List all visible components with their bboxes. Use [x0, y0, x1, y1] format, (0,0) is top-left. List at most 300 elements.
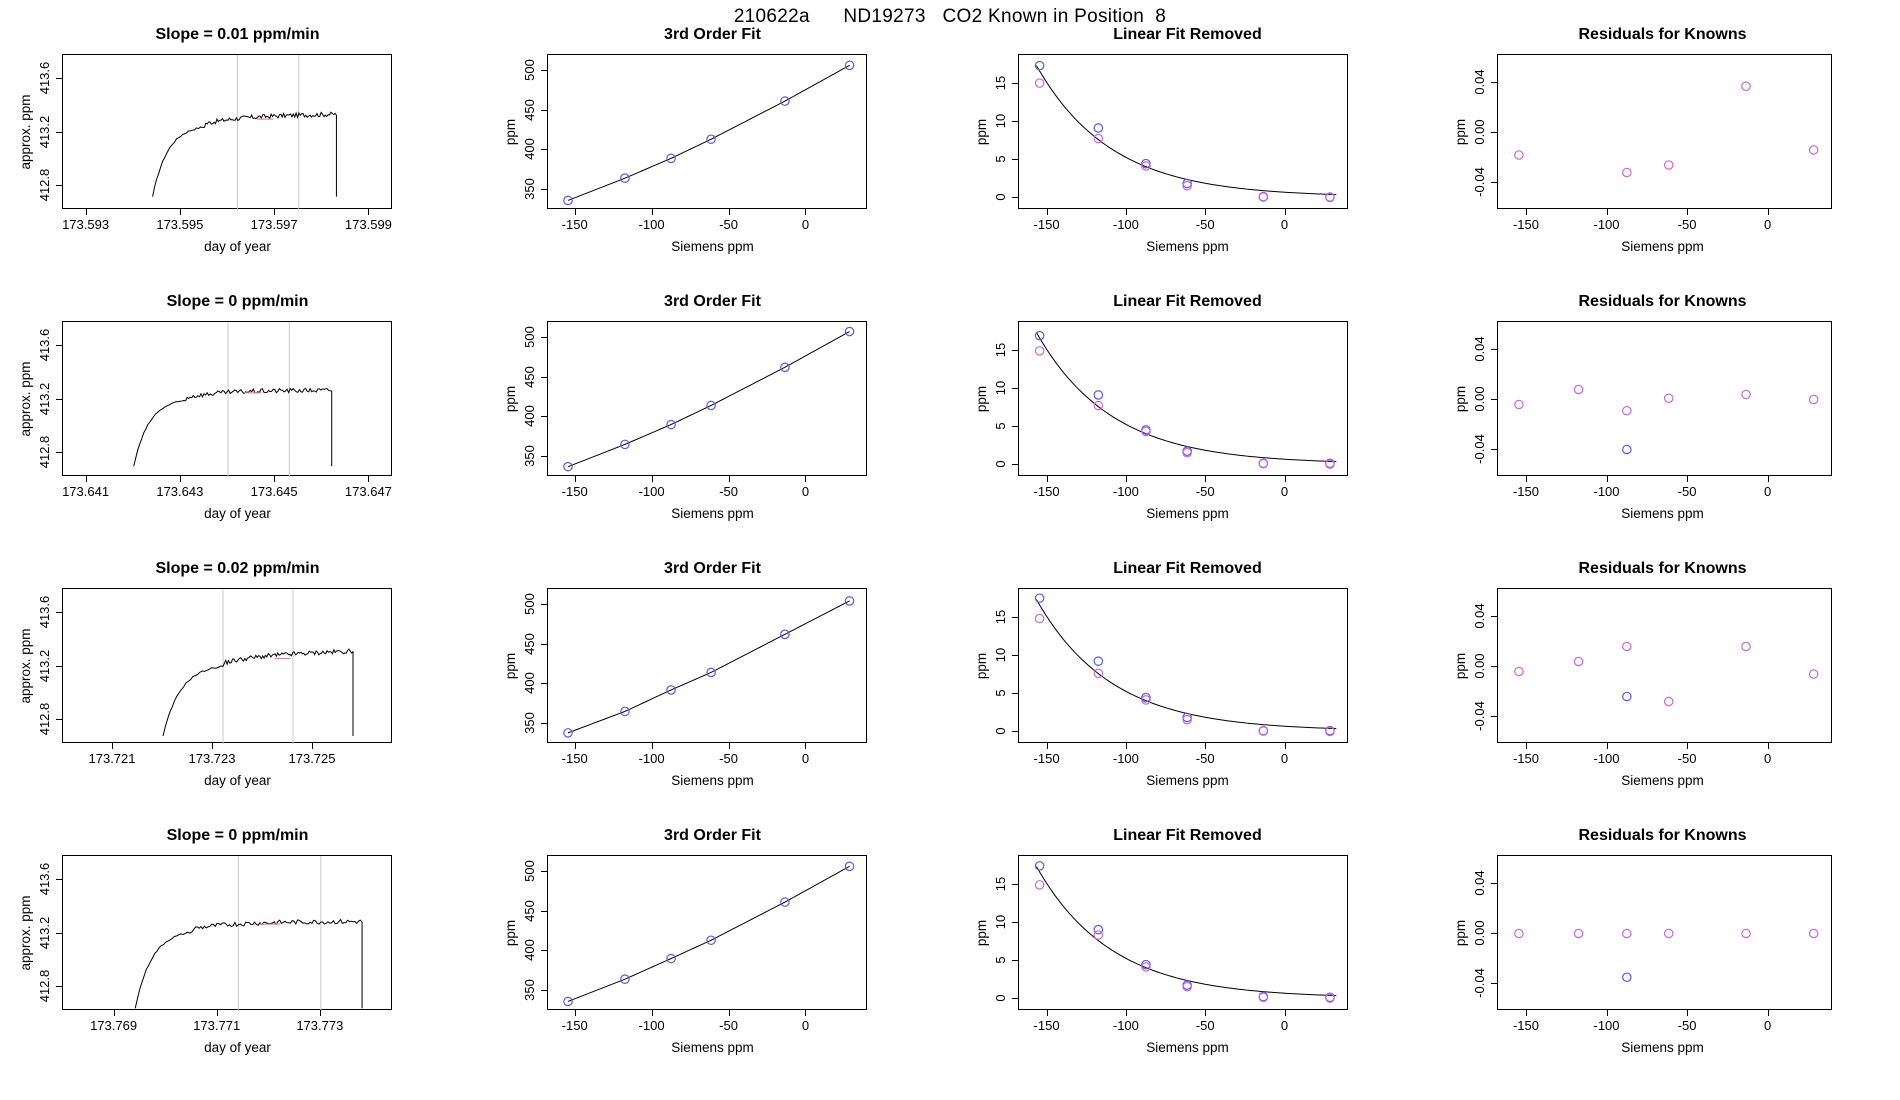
y-tick-mark — [56, 612, 62, 613]
y-tick-mark — [1491, 616, 1497, 617]
x-tick-label: -50 — [719, 1018, 738, 1033]
x-tick-label: -100 — [1112, 751, 1139, 766]
y-axis-label: ppm — [974, 652, 989, 679]
x-tick-mark — [1126, 476, 1127, 482]
x-tick-mark — [1126, 1010, 1127, 1016]
y-tick-label: 0 — [993, 460, 1008, 468]
plot-content — [1498, 55, 1833, 210]
plot-content — [548, 55, 868, 210]
y-tick-label: 450 — [522, 365, 537, 388]
x-tick-mark — [805, 1010, 806, 1016]
x-tick-label: -100 — [1112, 1018, 1139, 1033]
linfit-title: Linear Fit Removed — [1113, 26, 1262, 43]
x-tick-mark — [1526, 476, 1527, 482]
y-tick-mark — [1012, 464, 1018, 465]
y-tick-label: 0.00 — [1472, 385, 1487, 412]
plot-content — [548, 589, 868, 744]
plot-area — [547, 54, 867, 209]
y-tick-mark — [1491, 666, 1497, 667]
x-axis-label: day of year — [204, 773, 271, 788]
x-tick-label: -50 — [1195, 1018, 1215, 1033]
y-axis-label: ppm — [1453, 118, 1468, 145]
x-tick-label: -100 — [1593, 484, 1620, 499]
y-axis-label: approx. ppm — [18, 360, 33, 437]
x-tick-mark — [1205, 743, 1206, 749]
x-tick-mark — [575, 1010, 576, 1016]
x-tick-mark — [1047, 743, 1048, 749]
y-tick-label: 15 — [993, 876, 1008, 892]
linfit-title: Linear Fit Removed — [1113, 827, 1262, 844]
y-tick-label: 350 — [522, 712, 537, 734]
panel-r2-c2 — [475, 293, 950, 560]
panel-r1-c3 — [950, 26, 1425, 293]
y-tick-label: 413.2 — [37, 916, 52, 949]
x-tick-mark — [1205, 476, 1206, 482]
y-tick-mark — [1012, 617, 1018, 618]
plot-area — [1018, 54, 1348, 209]
x-tick-mark — [1607, 476, 1608, 482]
x-tick-label: 0 — [1280, 1018, 1289, 1033]
x-tick-mark — [1768, 1010, 1769, 1016]
y-tick-mark — [56, 132, 62, 133]
resid-title: Residuals for Knowns — [1578, 26, 1747, 43]
x-axis-label: Siemens ppm — [1146, 506, 1229, 521]
x-axis-label: day of year — [204, 239, 271, 254]
y-tick-label: 413.6 — [37, 862, 52, 896]
y-tick-mark — [56, 986, 62, 987]
x-tick-label: 0 — [1763, 217, 1772, 232]
x-tick-mark — [1047, 1010, 1048, 1016]
plot-content — [548, 856, 868, 1011]
x-tick-label: 0 — [1280, 751, 1289, 766]
x-tick-mark — [1607, 209, 1608, 215]
x-tick-mark — [112, 743, 113, 749]
y-tick-mark — [1012, 197, 1018, 198]
x-tick-label: 173.721 — [88, 751, 136, 766]
panel-r1-c1 — [0, 26, 475, 293]
y-tick-mark — [56, 78, 62, 79]
y-tick-mark — [1012, 83, 1018, 84]
y-tick-mark — [1491, 349, 1497, 350]
page-title: 210622a ND19273 CO2 Known in Position 8 — [733, 6, 1167, 27]
x-tick-mark — [212, 743, 213, 749]
x-tick-mark — [575, 743, 576, 749]
x-tick-label: 173.773 — [296, 1018, 344, 1033]
panel-r1-c2 — [475, 26, 950, 293]
y-tick-label: 500 — [522, 59, 537, 81]
y-tick-mark — [56, 399, 62, 400]
plot-content — [1498, 856, 1833, 1011]
plot-area — [62, 855, 392, 1010]
y-tick-label: 400 — [522, 672, 537, 695]
y-tick-label: 500 — [522, 860, 537, 882]
x-tick-mark — [1526, 743, 1527, 749]
y-tick-mark — [541, 456, 547, 457]
y-tick-mark — [1012, 731, 1018, 732]
y-tick-mark — [541, 950, 547, 951]
x-tick-label: 0 — [1763, 1018, 1772, 1033]
x-tick-mark — [1526, 209, 1527, 215]
x-axis-label: Siemens ppm — [1146, 239, 1229, 254]
x-tick-label: 173.599 — [344, 217, 392, 232]
plot-area — [547, 855, 867, 1010]
panel-grid — [0, 26, 1900, 1100]
y-tick-label: 10 — [993, 914, 1008, 930]
linfit-title: Linear Fit Removed — [1113, 560, 1262, 577]
x-tick-mark — [1768, 743, 1769, 749]
y-axis-label: ppm — [503, 385, 518, 412]
y-tick-label: 0.04 — [1472, 602, 1487, 629]
y-tick-label: 500 — [522, 326, 537, 348]
x-tick-mark — [652, 476, 653, 482]
y-tick-label: 0.00 — [1472, 652, 1487, 679]
y-tick-mark — [1491, 132, 1497, 133]
x-tick-label: -150 — [1512, 217, 1539, 232]
panel-r4-c1 — [0, 827, 475, 1094]
x-tick-mark — [1768, 209, 1769, 215]
plot-content — [63, 856, 393, 1011]
x-tick-label: 173.647 — [344, 484, 392, 499]
x-tick-label: -150 — [561, 751, 588, 766]
y-tick-label: 450 — [522, 899, 537, 922]
x-tick-label: -50 — [1195, 484, 1215, 499]
y-tick-mark — [1491, 449, 1497, 450]
y-tick-label: 0.04 — [1472, 335, 1487, 362]
y-tick-label: 15 — [993, 342, 1008, 358]
y-axis-label: ppm — [1453, 919, 1468, 946]
plot-content — [1019, 589, 1349, 744]
y-tick-mark — [541, 683, 547, 684]
x-tick-label: 173.597 — [250, 217, 298, 232]
plot-area — [547, 321, 867, 476]
x-tick-mark — [1126, 743, 1127, 749]
x-tick-label: -150 — [1512, 751, 1539, 766]
x-tick-mark — [86, 209, 87, 215]
x-tick-label: -50 — [1195, 217, 1215, 232]
x-tick-label: 173.725 — [288, 751, 336, 766]
plot-area — [62, 588, 392, 743]
y-tick-mark — [1491, 933, 1497, 934]
y-tick-label: 15 — [993, 75, 1008, 91]
x-tick-label: -150 — [1033, 484, 1060, 499]
y-tick-mark — [1491, 716, 1497, 717]
x-tick-mark — [1205, 209, 1206, 215]
x-axis-label: Siemens ppm — [671, 239, 754, 254]
x-tick-mark — [114, 1010, 115, 1016]
plot-content — [63, 589, 393, 744]
y-tick-label: 5 — [993, 956, 1008, 964]
y-tick-mark — [1491, 182, 1497, 183]
y-axis-label: ppm — [503, 919, 518, 946]
y-tick-label: 413.2 — [37, 115, 52, 148]
x-tick-mark — [312, 743, 313, 749]
y-tick-mark — [541, 871, 547, 872]
x-tick-label: 173.593 — [62, 217, 110, 232]
x-axis-label: Siemens ppm — [671, 1040, 754, 1055]
linfit-title: Linear Fit Removed — [1113, 293, 1262, 310]
y-tick-mark — [56, 666, 62, 667]
y-tick-mark — [1491, 883, 1497, 884]
x-tick-label: -150 — [1033, 751, 1060, 766]
y-axis-label: ppm — [1453, 385, 1468, 412]
plot-area — [62, 54, 392, 209]
x-tick-mark — [1607, 1010, 1608, 1016]
x-tick-mark — [1285, 743, 1286, 749]
slope-title: Slope = 0 ppm/min — [166, 827, 309, 844]
y-tick-label: 500 — [522, 593, 537, 615]
y-tick-mark — [1012, 388, 1018, 389]
x-tick-label: 0 — [1280, 217, 1289, 232]
x-tick-label: 0 — [1763, 484, 1772, 499]
x-tick-mark — [180, 476, 181, 482]
y-tick-mark — [541, 149, 547, 150]
y-tick-mark — [1491, 399, 1497, 400]
x-tick-mark — [729, 743, 730, 749]
x-tick-mark — [1526, 1010, 1527, 1016]
slope-title: Slope = 0.01 ppm/min — [155, 26, 320, 43]
y-tick-label: 450 — [522, 632, 537, 655]
x-tick-label: -50 — [719, 751, 738, 766]
y-axis-label: ppm — [503, 118, 518, 145]
x-tick-mark — [368, 476, 369, 482]
x-axis-label: Siemens ppm — [1621, 506, 1704, 521]
y-tick-mark — [541, 990, 547, 991]
x-tick-label: 173.769 — [90, 1018, 138, 1033]
x-tick-label: -50 — [719, 217, 738, 232]
x-tick-label: -100 — [1112, 217, 1139, 232]
fit-title: 3rd Order Fit — [664, 827, 761, 844]
y-tick-label: 5 — [993, 422, 1008, 430]
x-tick-label: -100 — [1112, 484, 1139, 499]
y-tick-mark — [1012, 350, 1018, 351]
x-axis-label: Siemens ppm — [671, 506, 754, 521]
y-tick-label: 413.2 — [37, 382, 52, 415]
x-tick-label: 0 — [1280, 484, 1289, 499]
x-tick-mark — [652, 1010, 653, 1016]
x-tick-mark — [805, 209, 806, 215]
x-tick-label: -50 — [1677, 217, 1697, 232]
x-tick-mark — [652, 209, 653, 215]
plot-area — [1497, 855, 1832, 1010]
panel-r4-c4 — [1425, 827, 1900, 1094]
x-axis-label: day of year — [204, 506, 271, 521]
slope-title: Slope = 0 ppm/min — [166, 293, 309, 310]
x-tick-mark — [1047, 476, 1048, 482]
x-tick-mark — [1687, 1010, 1688, 1016]
x-tick-mark — [652, 743, 653, 749]
x-tick-label: 173.641 — [62, 484, 110, 499]
plot-area — [1018, 855, 1348, 1010]
x-axis-label: Siemens ppm — [1621, 1040, 1704, 1055]
y-tick-mark — [56, 345, 62, 346]
x-tick-mark — [217, 1010, 218, 1016]
y-tick-mark — [56, 185, 62, 186]
y-tick-mark — [56, 879, 62, 880]
x-tick-label: 173.643 — [156, 484, 204, 499]
x-tick-mark — [1687, 209, 1688, 215]
x-tick-label: 0 — [801, 751, 810, 766]
x-tick-label: -150 — [1033, 1018, 1060, 1033]
y-tick-label: 350 — [522, 979, 537, 1001]
y-tick-mark — [1012, 998, 1018, 999]
x-tick-mark — [1687, 743, 1688, 749]
x-tick-mark — [1205, 1010, 1206, 1016]
x-tick-label: -150 — [1512, 1018, 1539, 1033]
x-tick-mark — [805, 476, 806, 482]
x-tick-label: -50 — [1677, 484, 1697, 499]
y-tick-label: -0.04 — [1472, 700, 1487, 731]
y-tick-label: 10 — [993, 647, 1008, 663]
plot-content — [1019, 322, 1349, 477]
y-axis-label: ppm — [503, 652, 518, 679]
x-tick-label: 0 — [801, 217, 810, 232]
x-tick-mark — [729, 476, 730, 482]
x-tick-mark — [274, 476, 275, 482]
x-tick-mark — [1768, 476, 1769, 482]
y-tick-label: 412.8 — [37, 435, 52, 469]
y-tick-label: 412.8 — [37, 969, 52, 1003]
y-tick-label: 413.2 — [37, 649, 52, 682]
y-tick-mark — [541, 110, 547, 111]
plot-area — [1018, 321, 1348, 476]
x-tick-label: -100 — [1593, 751, 1620, 766]
x-tick-mark — [180, 209, 181, 215]
y-tick-label: -0.04 — [1472, 967, 1487, 998]
x-tick-mark — [1687, 476, 1688, 482]
x-tick-label: -100 — [1593, 1018, 1620, 1033]
plot-area — [1497, 321, 1832, 476]
plot-content — [1498, 322, 1833, 477]
y-tick-mark — [541, 377, 547, 378]
plot-area — [62, 321, 392, 476]
y-tick-mark — [541, 337, 547, 338]
plot-content — [1019, 856, 1349, 1011]
x-tick-mark — [1285, 476, 1286, 482]
panel-r2-c1 — [0, 293, 475, 560]
y-tick-label: 10 — [993, 380, 1008, 396]
x-tick-label: 173.723 — [188, 751, 236, 766]
x-tick-mark — [274, 209, 275, 215]
y-tick-mark — [1012, 159, 1018, 160]
panel-r3-c3 — [950, 560, 1425, 827]
plot-content — [63, 55, 393, 210]
panel-r3-c1 — [0, 560, 475, 827]
x-tick-label: -100 — [1593, 217, 1620, 232]
x-tick-label: -100 — [638, 751, 665, 766]
y-tick-mark — [541, 416, 547, 417]
y-tick-label: 400 — [522, 405, 537, 428]
y-tick-label: 400 — [522, 939, 537, 962]
resid-title: Residuals for Knowns — [1578, 827, 1747, 844]
plot-content — [63, 322, 393, 477]
x-tick-label: 0 — [801, 1018, 810, 1033]
y-axis-label: ppm — [974, 118, 989, 145]
y-axis-label: ppm — [974, 385, 989, 412]
plot-content — [1019, 55, 1349, 210]
y-tick-mark — [1012, 426, 1018, 427]
y-axis-label: ppm — [1453, 652, 1468, 679]
y-tick-label: 10 — [993, 113, 1008, 129]
plot-area — [1497, 54, 1832, 209]
x-tick-mark — [575, 476, 576, 482]
x-tick-mark — [1126, 209, 1127, 215]
y-tick-mark — [56, 933, 62, 934]
y-axis-label: approx. ppm — [18, 93, 33, 170]
x-tick-label: -100 — [638, 217, 665, 232]
y-tick-label: 0 — [993, 994, 1008, 1002]
x-tick-label: -50 — [719, 484, 738, 499]
panel-r4-c3 — [950, 827, 1425, 1094]
x-tick-label: -100 — [638, 484, 665, 499]
fit-title: 3rd Order Fit — [664, 293, 761, 310]
panel-r1-c4 — [1425, 26, 1900, 293]
x-tick-label: -50 — [1677, 1018, 1697, 1033]
y-tick-mark — [1012, 922, 1018, 923]
y-axis-label: approx. ppm — [18, 894, 33, 971]
y-tick-mark — [541, 911, 547, 912]
y-tick-label: 5 — [993, 155, 1008, 163]
y-tick-mark — [56, 719, 62, 720]
x-tick-mark — [1047, 209, 1048, 215]
panel-r4-c2 — [475, 827, 950, 1094]
x-tick-label: 0 — [801, 484, 810, 499]
y-tick-label: 350 — [522, 178, 537, 200]
y-tick-label: 413.6 — [37, 595, 52, 629]
y-tick-mark — [541, 189, 547, 190]
y-tick-label: 0.00 — [1472, 118, 1487, 145]
plot-area — [1497, 588, 1832, 743]
x-tick-mark — [1285, 209, 1286, 215]
panel-r3-c4 — [1425, 560, 1900, 827]
y-tick-mark — [1012, 884, 1018, 885]
y-tick-label: 0 — [993, 193, 1008, 201]
y-tick-label: 0 — [993, 727, 1008, 735]
resid-title: Residuals for Knowns — [1578, 293, 1747, 310]
x-tick-label: -150 — [561, 484, 588, 499]
y-tick-label: 412.8 — [37, 168, 52, 202]
y-tick-label: -0.04 — [1472, 433, 1487, 464]
x-tick-label: 173.645 — [250, 484, 298, 499]
x-axis-label: Siemens ppm — [1621, 239, 1704, 254]
x-tick-mark — [805, 743, 806, 749]
y-tick-label: 350 — [522, 445, 537, 467]
x-axis-label: day of year — [204, 1040, 271, 1055]
y-tick-mark — [1012, 655, 1018, 656]
x-axis-label: Siemens ppm — [1621, 773, 1704, 788]
panel-r2-c3 — [950, 293, 1425, 560]
x-tick-mark — [1607, 743, 1608, 749]
x-tick-mark — [320, 1010, 321, 1016]
x-tick-label: -50 — [1195, 751, 1215, 766]
y-tick-label: 450 — [522, 98, 537, 121]
x-tick-label: -50 — [1677, 751, 1697, 766]
y-tick-mark — [541, 70, 547, 71]
y-tick-mark — [1012, 960, 1018, 961]
y-tick-label: 15 — [993, 609, 1008, 625]
y-tick-label: 400 — [522, 138, 537, 161]
x-tick-label: 173.595 — [156, 217, 204, 232]
y-tick-mark — [1491, 82, 1497, 83]
y-tick-mark — [1491, 983, 1497, 984]
plot-content — [548, 322, 868, 477]
y-tick-mark — [541, 644, 547, 645]
x-tick-mark — [729, 1010, 730, 1016]
y-tick-mark — [541, 604, 547, 605]
y-tick-label: 0.04 — [1472, 68, 1487, 95]
y-axis-label: ppm — [974, 919, 989, 946]
x-tick-mark — [368, 209, 369, 215]
resid-title: Residuals for Knowns — [1578, 560, 1747, 577]
